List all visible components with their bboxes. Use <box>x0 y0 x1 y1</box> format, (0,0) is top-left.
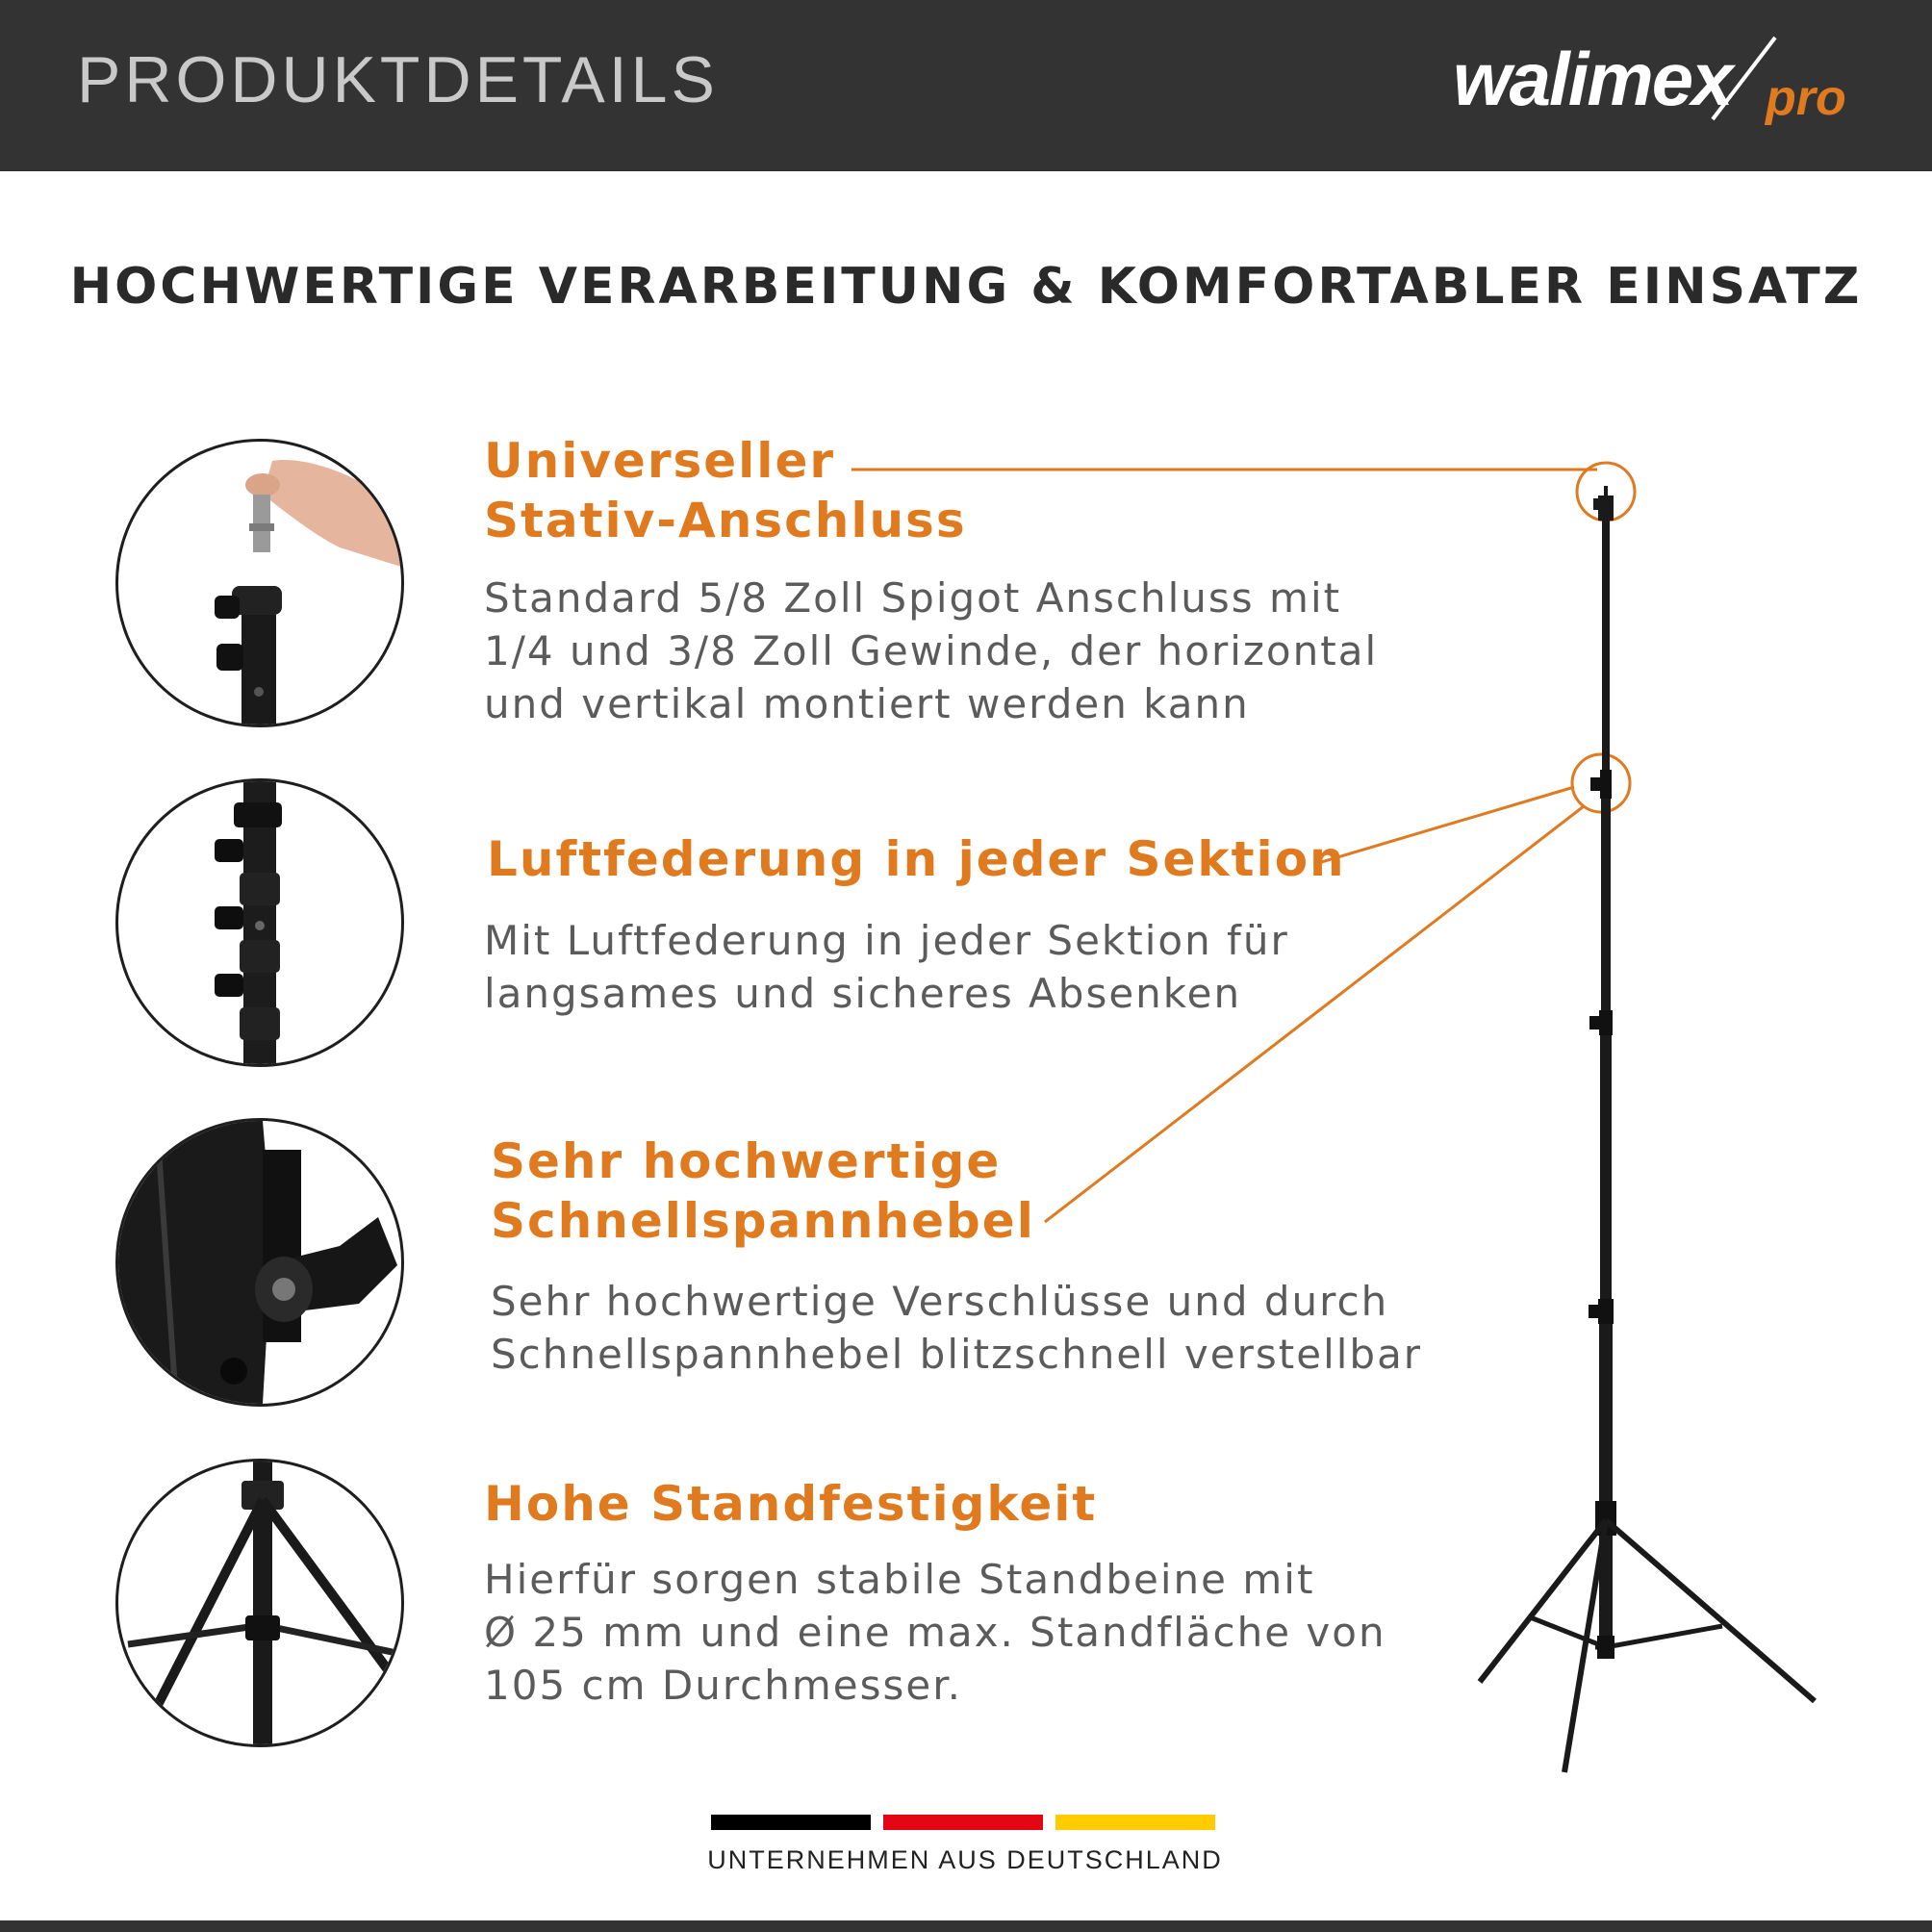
feature-desc-stability: Hierfür sorgen stabile Standbeine mit Ø 25 mm und eine max. Standfläche von 105 cm Durchmesser. <box>484 1556 1386 1709</box>
feature-desc-quick-lever: Sehr hochwertige Verschlüsse und durch Schnellspannhebel blitzschnell verstellbar <box>491 1278 1423 1378</box>
feature-desc-air-cushion: Mit Luftfederung in jeder Sektion für langsames und sicheres Absenken <box>484 917 1289 1017</box>
feature-title-air-cushion: Luftfederung in jeder Sektion <box>487 831 1346 887</box>
feature-title-spigot: Universeller Stativ-Anschluss <box>484 433 967 548</box>
feature-title-quick-lever: Sehr hochwertige Schnellspannhebel <box>491 1133 1035 1249</box>
logo-suffix: pro <box>1766 70 1846 126</box>
feature-desc-spigot: Standard 5/8 Zoll Spigot Anschluss mit 1/4 und 3/8 Zoll Gewinde, der horizontal und vertikal montiert werden kann <box>484 574 1379 727</box>
callout-lines <box>852 463 1635 1222</box>
flag-bar-red <box>883 1815 1043 1830</box>
logo-text: walimex <box>1453 37 1732 121</box>
page-title: PRODUKTDETAILS <box>77 43 719 116</box>
main-heading: HOCHWERTIGE VERARBEITUNG & KOMFORTABLER EINSATZ <box>69 258 1863 316</box>
bottom-strip <box>0 1920 1932 1932</box>
light-stand <box>1480 486 1815 1772</box>
feature-title-stability: Hohe Standfestigkeit <box>484 1476 1098 1532</box>
flag-bar-black <box>711 1815 871 1830</box>
footer-company-text: UNTERNEHMEN AUS DEUTSCHLAND <box>707 1845 1223 1874</box>
flag-bar-gold <box>1055 1815 1215 1830</box>
